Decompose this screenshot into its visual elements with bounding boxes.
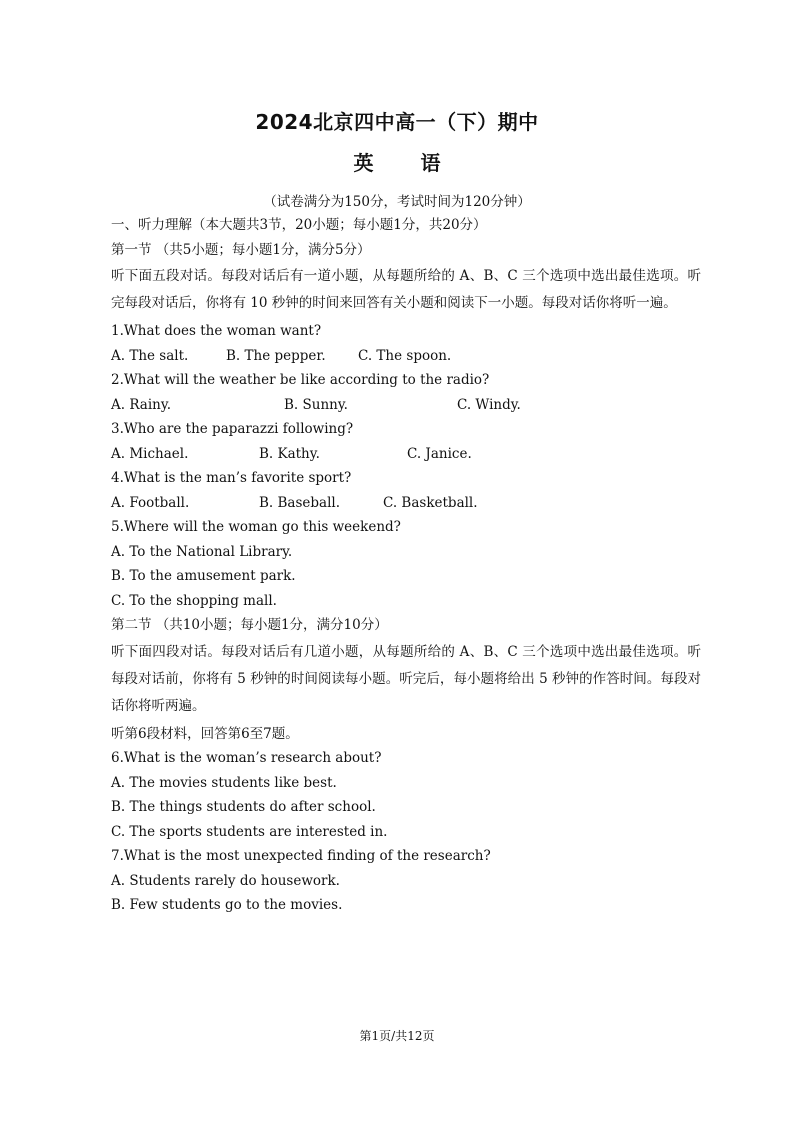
option-a: A. The movies students like best. xyxy=(111,774,337,791)
section-instructions: 听下面四段对话。每段对话后有几道小题，从每题所给的 A、B、C 三个选项中选出最佳选项。听每段对话前，你将有 5 秒钟的时间阅读每小题。听完后，每小题将给出 5 秒钟的作答时间。每段对话你将听两遍。 xyxy=(111,643,701,714)
question-text: 5.Where will the woman go this weekend? xyxy=(111,519,401,535)
options-row xyxy=(111,344,701,369)
option-a: A. Students rarely do housework. xyxy=(111,872,340,889)
option-b: B. Few students go to the movies. xyxy=(111,897,343,913)
option-a: A. Football. xyxy=(111,494,190,511)
option-b: B. Kathy. xyxy=(259,445,320,462)
option-c: C. The spoon. xyxy=(358,347,452,364)
question-text: 1.What does the woman want? xyxy=(111,323,322,339)
option-b: B. Baseball. xyxy=(259,494,341,511)
option-a: A. Rainy. xyxy=(111,396,171,413)
option-b: B. Sunny. xyxy=(284,396,348,413)
option-c: C. Basketball. xyxy=(383,494,478,511)
option-c: C. The sports students are interested in. xyxy=(111,823,388,840)
question-text: 3.Who are the paparazzi following? xyxy=(111,421,354,437)
question-text: 6.What is the woman’s research about? xyxy=(111,750,382,766)
option-c: C. To the shopping mall. xyxy=(111,592,277,609)
option-b: B. The things students do after school. xyxy=(111,799,376,815)
section-heading: 第一节 （共5小题；每小题1分，满分5分） xyxy=(111,241,371,258)
section-instructions: 听下面五段对话。每段对话后有一道小题，从每题所给的 A、B、C 三个选项中选出最佳选项。听完每段对话后，你将有 10 秒钟的时间来回答有关小题和阅读下一小题。每段对话你将听一遍。 xyxy=(111,268,701,311)
subject-heading: 英 语 xyxy=(353,151,441,175)
option-b: B. To the amusement park. xyxy=(111,568,296,584)
option-a: A. Michael. xyxy=(111,445,189,462)
options-row xyxy=(111,491,701,516)
exam-note: （试卷满分为150分，考试时间为120分钟） xyxy=(263,194,531,210)
option-b: B. The pepper. xyxy=(226,347,326,364)
question-text: 2.What will the weather be like according to the radio? xyxy=(111,372,490,388)
option-a: A. The salt. xyxy=(111,347,189,364)
part-heading: 一、听力理解（本大题共3节，20小题；每小题1分，共20分） xyxy=(111,217,487,233)
option-c: C. Janice. xyxy=(407,445,472,462)
question-text: 4.What is the man’s favorite sport? xyxy=(111,470,352,486)
option-a: A. To the National Library. xyxy=(111,543,293,560)
page-footer: 第1页/共12页 xyxy=(359,1029,435,1043)
exam-title: 2024北京四中高一（下）期中 xyxy=(255,110,539,134)
question-text: 7.What is the most unexpected finding of the research? xyxy=(111,848,491,864)
option-c: C. Windy. xyxy=(457,396,521,413)
options-row xyxy=(111,393,701,418)
exam-content xyxy=(111,213,701,918)
options-row xyxy=(111,442,701,467)
section-heading: 第二节 （共10小题；每小题1分，满分10分） xyxy=(111,617,388,633)
material-heading: 听第6段材料，回答第6至7题。 xyxy=(111,725,299,742)
